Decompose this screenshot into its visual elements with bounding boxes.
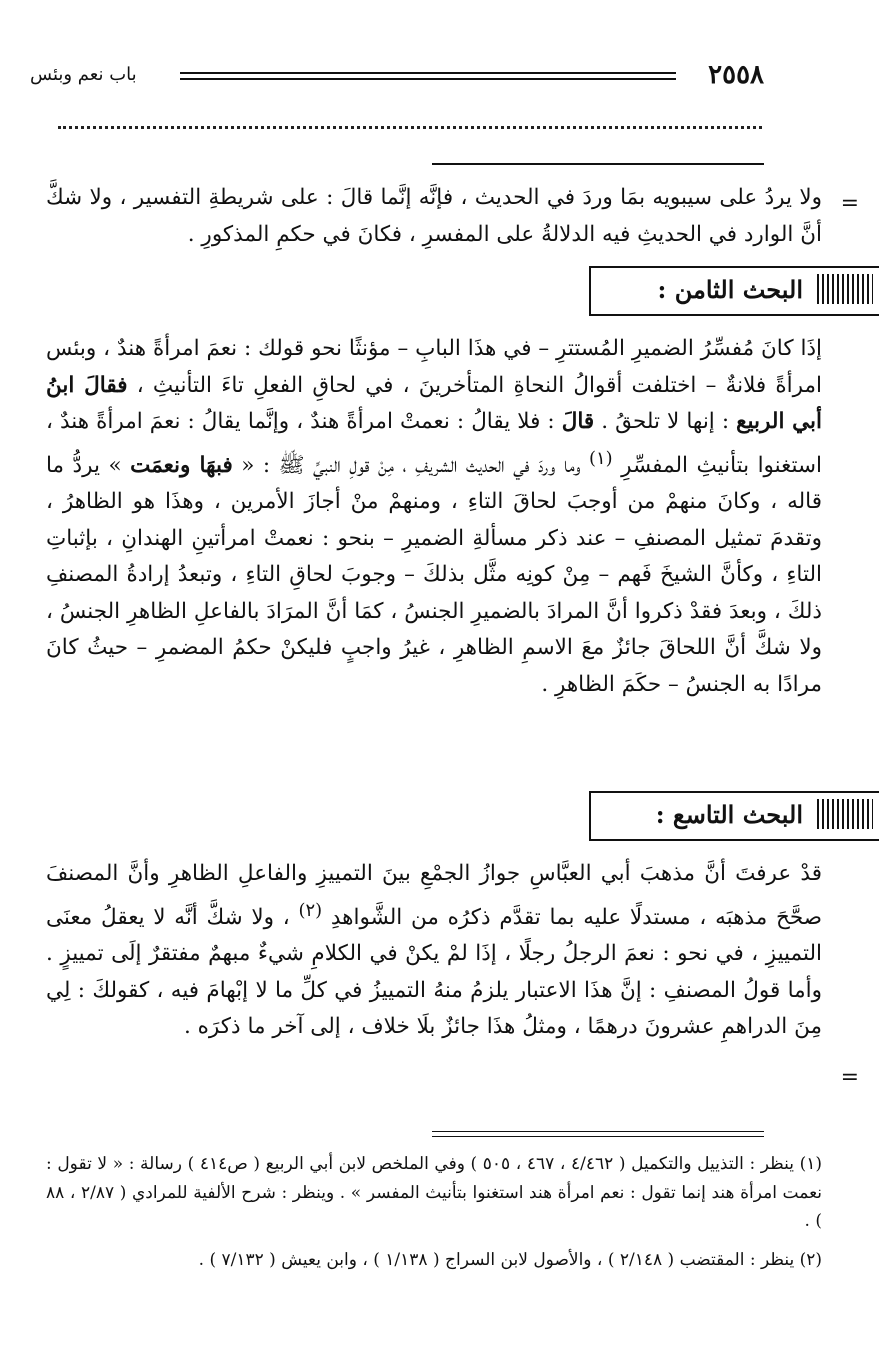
heading-bars-ornament <box>817 799 873 829</box>
header-double-rule <box>180 72 676 80</box>
footnote-1: (١) ينظر : التذييل والتكميل ( ٤/٤٦٢ ، ٤٦٧ ، ٥٠٥ ) وفي الملخص لابن أبي الربيع ( ص٤١٤ ) رسالة : « لا تقول : نعمت امرأة هند إنما تقول : نعم امرأة هند استغنوا بتأنيث المفسر » . وينظر : شرح الألفية للمرادي ( ٢/٨٧ ، ٨٨ ) . <box>46 1154 823 1231</box>
continuation-mark-bottom: = <box>840 1065 859 1090</box>
section-heading-9 <box>589 791 879 841</box>
s9-text-b: ، ولا شكَّ أنَّه لا يعقلُ معنَى التمييزِ ، في نحو : نعمَ الرجلُ رجلًا ، إذَا لمْ يكنْ في الكلامِ شيءٌ مبهمٌ مفتقرٌ إلَى تمييزٍ . وأما قولُ المصنفِ : إنَّ هذَا الاعتبار يلزمُ منهُ التمييزُ في كلِّ ما لا إبْهامَ فيه ، كقولكَ : لِي مِنَ الدراهمِ عشرونَ درهمًا ، ومثلُ هذَا جائزٌ بلَا خلاف ، إلى آخر ما ذكرَه . <box>46 904 822 1040</box>
s8-bold-hadith: فبهَا ونعمَت <box>130 452 233 478</box>
heading-bars-ornament <box>817 274 873 304</box>
continuation-mark-top: = <box>840 191 859 216</box>
continuation-rule <box>432 163 764 165</box>
chapter-title: باب نعم وبئس <box>30 64 137 85</box>
s8-bold-qala: قالَ <box>561 409 595 434</box>
running-header <box>30 58 764 98</box>
s9-text-a: قدْ عرفتَ أنَّ مذهبَ أبي العبَّاسِ جوازُ الجمْعِ بينَ التمييزِ والفاعلِ الظاهرِ وأنَّ المصنفَ صحَّحَ مذهبَه ، مستدلًا عليه بما تقدَّم ذكرُه من الشَّواهدِ <box>46 861 822 930</box>
s8-text-a: إذَا كانَ مُفسِّرُ الضميرِ المُستترِ – في هذَا البابِ – مؤنثًا نحو قولك : نعمَ امرأةً هندٌ ، وبئس امرأةً فلانةٌ – اختلفت أقوالُ النحاةِ المتأخرينَ ، في لحاقِ الفعلِ تاءَ التأنيثِ ، <box>46 336 822 398</box>
section-8-body <box>46 331 822 703</box>
footnote-ref-1: (١) <box>589 447 613 469</box>
s8-text-c: : فلا يقالُ : نعمتْ امرأةً هندٌ ، وإنَّما يقالُ : نعمَ امرأةً هندٌ ، استغنوا بتأنيثِ المفسِّرِ <box>46 409 822 478</box>
s8-bold-ibn-abi-rabi: فقالَ ابنُ أبي الربيع <box>46 372 822 434</box>
section-title-9: البحث التاسع : <box>655 800 803 829</box>
s8-text-b: : إنها لا تلحقُ . <box>601 409 730 434</box>
dotted-separator <box>58 126 762 129</box>
section-heading-8 <box>589 266 879 316</box>
s8-text-d: وما وردَ في الحديث الشريفِ ، مِنْ قولِ النبيِّ ﷺ : « <box>241 452 581 478</box>
footnote-ref-2: (٢) <box>298 899 323 921</box>
paragraph-continued: ولا يردُ على سيبويه بمَا وردَ في الحديث ، فإنَّه إنَّما قالَ : على شريطةِ التفسير ، ولا شكَّ أنَّ الوارد في الحديثِ فيه الدلالةُ على المفسرِ ، فكانَ في حكمِ المذكورِ . <box>46 185 822 247</box>
footnote-2: (٢) ينظر : المقتضب ( ٢/١٤٨ ) ، والأصول لابن السراج ( ١/١٣٨ ) ، وابن يعيش ( ٧/١٣٢ ) . <box>198 1250 822 1270</box>
footnote-rule <box>432 1131 764 1137</box>
s8-text-e: » يردُّ ما قاله ، وكانَ منهمْ من أوجبَ لحاقَ التاءِ ، ومنهمْ منْ أجازَ الأمرين ، وهذَا هو الظاهرُ ، وتقدمَ تمثيل المصنفِ – عند ذكر مسألةِ الضميرِ – بنحو : نعمتْ امرأتينِ الهندانِ ، بإثباتِ التاءِ ، وكأنَّ الشيخَ فَهم – مِنْ كونِه مثَّل بذلكَ – وجوبَ لحاقِ التاءِ ، وتبعدُ إرادةُ المصنفِ ذلكَ ، وبعدَ فقدْ ذكروا أنَّ المرادَ بالضميرِ الجنسُ ، كمَا أنَّ المرَادَ بالفاعلِ الظاهرِ الجنسُ ، ولا شكَّ أنَّ اللحاقَ جائزٌ معَ الاسمِ الظاهرِ ، غيرُ واجبٍ فليكنْ حكمُ المضمرِ – حيثُ كانَ مرادًا به الجنسُ – حكَمَ الظاهرِ . <box>46 452 822 697</box>
section-title-8: البحث الثامن : <box>657 275 803 304</box>
page-number: ٢٥٥٨ <box>708 60 764 90</box>
section-9-body <box>46 856 822 1046</box>
